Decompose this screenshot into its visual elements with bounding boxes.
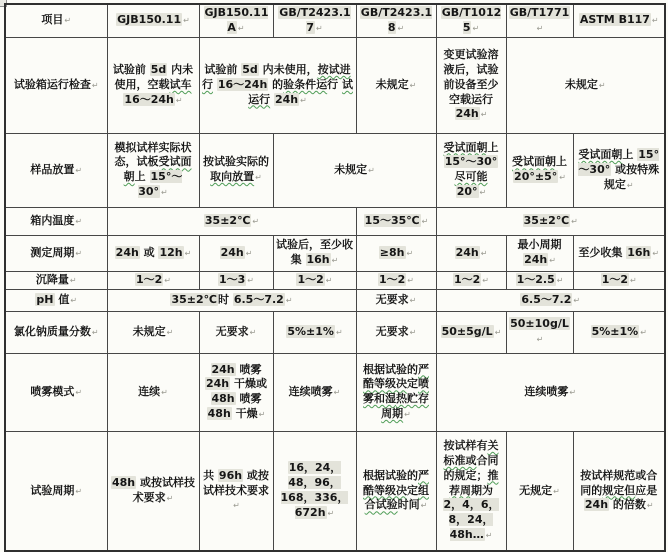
eol-mark: ↵ xyxy=(75,248,83,258)
data-cell: 变更试验溶液后，试验前设备至少空载运行 24h ↵ xyxy=(436,37,506,133)
eol-mark: ↵ xyxy=(553,486,560,496)
eol-mark: ↵ xyxy=(166,327,174,337)
data-cell: 至少收集 16h ↵ xyxy=(573,235,665,271)
header-cell-gjb150-11 xyxy=(107,4,199,37)
eol-mark: ↵ xyxy=(485,531,493,541)
header-cell-gbt1771 xyxy=(506,4,573,37)
data-cell: 受试面朝上 15°～30° 或按特殊规定↵ xyxy=(573,133,665,207)
eol-mark: ↵ xyxy=(409,80,417,90)
eol-mark: ↵ xyxy=(472,23,480,33)
data-cell: 1～2 ↵ xyxy=(107,271,199,289)
eol-mark: ↵ xyxy=(335,327,343,337)
eol-mark: ↵ xyxy=(300,95,307,105)
header-label: GJB150.11A ↵ xyxy=(204,6,269,34)
eol-mark: ↵ xyxy=(255,173,262,183)
row-label: 氯化钠质量分数↵ xyxy=(5,311,107,353)
eol-mark: ↵ xyxy=(247,275,254,285)
row-label: pH 值↵ xyxy=(5,289,107,311)
eol-mark: ↵ xyxy=(91,80,99,90)
eol-mark: ↵ xyxy=(183,16,190,26)
eol-mark: ↵ xyxy=(646,501,654,511)
data-cell: 连续喷雾↵ xyxy=(273,353,356,431)
eol-mark: ↵ xyxy=(630,275,637,285)
data-cell: 15～35℃ ↵ xyxy=(356,207,436,235)
eol-mark: ↵ xyxy=(161,188,168,198)
eol-mark: ↵ xyxy=(573,295,581,305)
row-chamber-temperature xyxy=(5,207,665,235)
header-label: GB/T2423.17 ↵ xyxy=(279,6,351,34)
data-cell: 连续喷雾↵ xyxy=(436,353,665,431)
data-cell: 受试面朝上 20°±5° ↵ xyxy=(506,133,573,207)
data-cell: 35±2℃ ↵ xyxy=(436,207,665,235)
eol-mark: ↵ xyxy=(70,295,78,305)
eol-mark: ↵ xyxy=(549,256,556,266)
header-label: ASTM B117 ↵ xyxy=(579,13,659,27)
eol-mark: ↵ xyxy=(569,387,577,397)
row-ph-value xyxy=(5,289,665,311)
row-label: 样品放置↵ xyxy=(5,133,107,207)
eol-mark: ↵ xyxy=(252,216,260,226)
row-sample-placement xyxy=(5,133,665,207)
row-label: 试验周期↵ xyxy=(5,431,107,551)
header-row xyxy=(5,4,665,37)
data-cell: 1～3 ↵ xyxy=(199,271,273,289)
data-cell: 模拟试样实际状态，试板受试面朝上 15°～30° ↵ xyxy=(107,133,199,207)
row-label: 试验箱运行检查↵ xyxy=(5,37,107,133)
row-label: 箱内温度↵ xyxy=(5,207,107,235)
eol-mark: ↵ xyxy=(237,23,245,33)
data-cell: 试验前 5d 内未使用，按试进行 16～24h 的验条件运行 试运行 24h ↵ xyxy=(199,37,356,133)
eol-mark: ↵ xyxy=(406,248,414,258)
eol-mark: ↵ xyxy=(479,188,487,198)
row-spray-mode xyxy=(5,353,665,431)
data-cell: 35±2℃时 6.5～7.2 ↵ xyxy=(107,289,356,311)
eol-mark: ↵ xyxy=(556,275,564,285)
data-cell: 最小周期 24h ↵ xyxy=(506,235,573,271)
header-cell-gbt2423-17 xyxy=(273,4,356,37)
data-cell: 5%±1% ↵ xyxy=(573,311,665,353)
data-cell: 未规定↵ xyxy=(356,37,436,133)
eol-mark: ↵ xyxy=(536,23,544,33)
eol-mark: ↵ xyxy=(258,410,266,420)
eol-mark: ↵ xyxy=(69,275,77,285)
eol-mark: ↵ xyxy=(536,335,544,345)
eol-mark: ↵ xyxy=(397,23,405,33)
eol-mark: ↵ xyxy=(166,493,174,503)
data-cell: 16，24，48，96，168，336，672h ↵ xyxy=(273,431,356,551)
eol-mark: ↵ xyxy=(494,327,502,337)
eol-mark: ↵ xyxy=(249,327,257,337)
eol-mark: ↵ xyxy=(559,173,566,183)
row-label: 沉降量↵ xyxy=(5,271,107,289)
eol-mark: ↵ xyxy=(626,180,634,190)
eol-mark: ↵ xyxy=(333,387,341,397)
header-cell-item xyxy=(5,4,107,37)
eol-mark: ↵ xyxy=(233,501,240,511)
header-label: GB/T2423.18 ↵ xyxy=(360,6,433,34)
row-nacl-concentration xyxy=(5,311,665,353)
eol-mark: ↵ xyxy=(331,256,339,266)
eol-mark: ↵ xyxy=(421,216,429,226)
data-cell: 共 96h 或按试样技术要求↵ xyxy=(199,431,273,551)
eol-mark: ↵ xyxy=(161,387,168,397)
data-cell: 按试验实际的取向放置↵ xyxy=(199,133,273,207)
data-cell: 无要求↵ xyxy=(356,311,436,353)
data-cell: 48h 或按试样技术要求↵ xyxy=(107,431,199,551)
eol-mark: ↵ xyxy=(407,275,414,285)
data-cell: 50±10g/L↵ xyxy=(506,311,573,353)
data-cell: 24h 喷雾 24h 干燥或 48h 喷雾 48h 干燥↵ xyxy=(199,353,273,431)
eol-mark: ↵ xyxy=(651,16,659,26)
data-cell: 受试面朝上 15°～30° 尽可能 20° ↵ xyxy=(436,133,506,207)
data-cell: 6.5～7.2 ↵ xyxy=(436,289,665,311)
eol-mark: ↵ xyxy=(184,248,192,258)
data-cell: ≥8h ↵ xyxy=(356,235,436,271)
header-cell-gbt2423-18 xyxy=(356,4,436,37)
data-cell: 未规定↵ xyxy=(506,37,665,133)
eol-mark: ↵ xyxy=(404,410,411,420)
eol-mark: ↵ xyxy=(480,248,488,258)
data-cell: 5%±1% ↵ xyxy=(273,311,356,353)
eol-mark: ↵ xyxy=(420,501,428,511)
eol-mark: ↵ xyxy=(409,327,417,337)
header-cell-gjb150-11a xyxy=(199,4,273,37)
row-chamber-check xyxy=(5,37,665,133)
data-cell: 35±2℃ ↵ xyxy=(107,207,356,235)
row-settlement xyxy=(5,271,665,289)
data-cell: 根据试验的严酷等级决定组合试验时间↵ xyxy=(356,431,436,551)
eol-mark: ↵ xyxy=(285,295,293,305)
eol-mark: ↵ xyxy=(245,248,253,258)
eol-mark: ↵ xyxy=(482,275,489,285)
eol-mark: ↵ xyxy=(91,327,99,337)
header-label: 项目↵ xyxy=(41,13,72,27)
data-cell: 根据试验的严酷等级决定喷雾和湿热贮存周期↵ xyxy=(356,353,436,431)
eol-mark: ↵ xyxy=(164,275,171,285)
eol-mark: ↵ xyxy=(640,327,647,337)
data-cell: 24h ↵ xyxy=(199,235,273,271)
eol-mark: ↵ xyxy=(175,95,183,105)
data-cell: 1～2.5 ↵ xyxy=(506,271,573,289)
header-cell-gbt10125 xyxy=(436,4,506,37)
data-cell: 试验前 5d 内未使用，空载试车 16～24h ↵ xyxy=(107,37,199,133)
header-label: GB/T10125 ↵ xyxy=(441,6,502,34)
eol-mark: ↵ xyxy=(75,216,83,226)
eol-mark: ↵ xyxy=(75,486,83,496)
eol-mark: ↵ xyxy=(652,248,660,258)
data-cell: 按试样有关标准或合同的规定；推荐周期为 2，4，6，8，24，48h… ↵ xyxy=(436,431,506,551)
data-cell: 24h ↵ xyxy=(436,235,506,271)
eol-mark: ↵ xyxy=(571,216,578,226)
header-label: GJB150.11 ↵ xyxy=(117,13,190,27)
data-cell: 未规定↵ xyxy=(107,311,199,353)
data-cell: 无要求↵ xyxy=(199,311,273,353)
data-cell: 无规定↵ xyxy=(506,431,573,551)
eol-mark: ↵ xyxy=(368,165,375,175)
standards-comparison-table xyxy=(4,3,666,552)
header-cell-astm-b117 xyxy=(573,4,665,37)
data-cell: 1～2 ↵ xyxy=(273,271,356,289)
data-cell: 按试样规范或合同的规定但应是 24h 的倍数↵ xyxy=(573,431,665,551)
eol-mark: ↵ xyxy=(327,508,335,518)
data-cell: 无要求↵ xyxy=(356,289,436,311)
eol-mark: ↵ xyxy=(75,387,83,397)
eol-mark: ↵ xyxy=(315,23,323,33)
eol-mark: ↵ xyxy=(325,275,333,285)
eol-mark: ↵ xyxy=(598,80,606,90)
row-label: 测定周期↵ xyxy=(5,235,107,271)
data-cell: 1～2 ↵ xyxy=(573,271,665,289)
eol-mark: ↵ xyxy=(64,16,72,26)
data-cell: 试验后，至少收集 16h ↵ xyxy=(273,235,356,271)
data-cell: 1～2 ↵ xyxy=(436,271,506,289)
data-cell: 连续↵ xyxy=(107,353,199,431)
header-label: GB/T1771↵ xyxy=(509,6,570,33)
eol-mark: ↵ xyxy=(75,165,83,175)
row-test-duration xyxy=(5,431,665,551)
data-cell: 24h 或 12h ↵ xyxy=(107,235,199,271)
data-cell: 50±5g/L ↵ xyxy=(436,311,506,353)
row-label: 喷雾模式↵ xyxy=(5,353,107,431)
row-measurement-period xyxy=(5,235,665,271)
data-cell: 1～2 ↵ xyxy=(356,271,436,289)
eol-mark: ↵ xyxy=(480,110,488,120)
data-cell: 未规定↵ xyxy=(273,133,436,207)
eol-mark: ↵ xyxy=(409,295,417,305)
